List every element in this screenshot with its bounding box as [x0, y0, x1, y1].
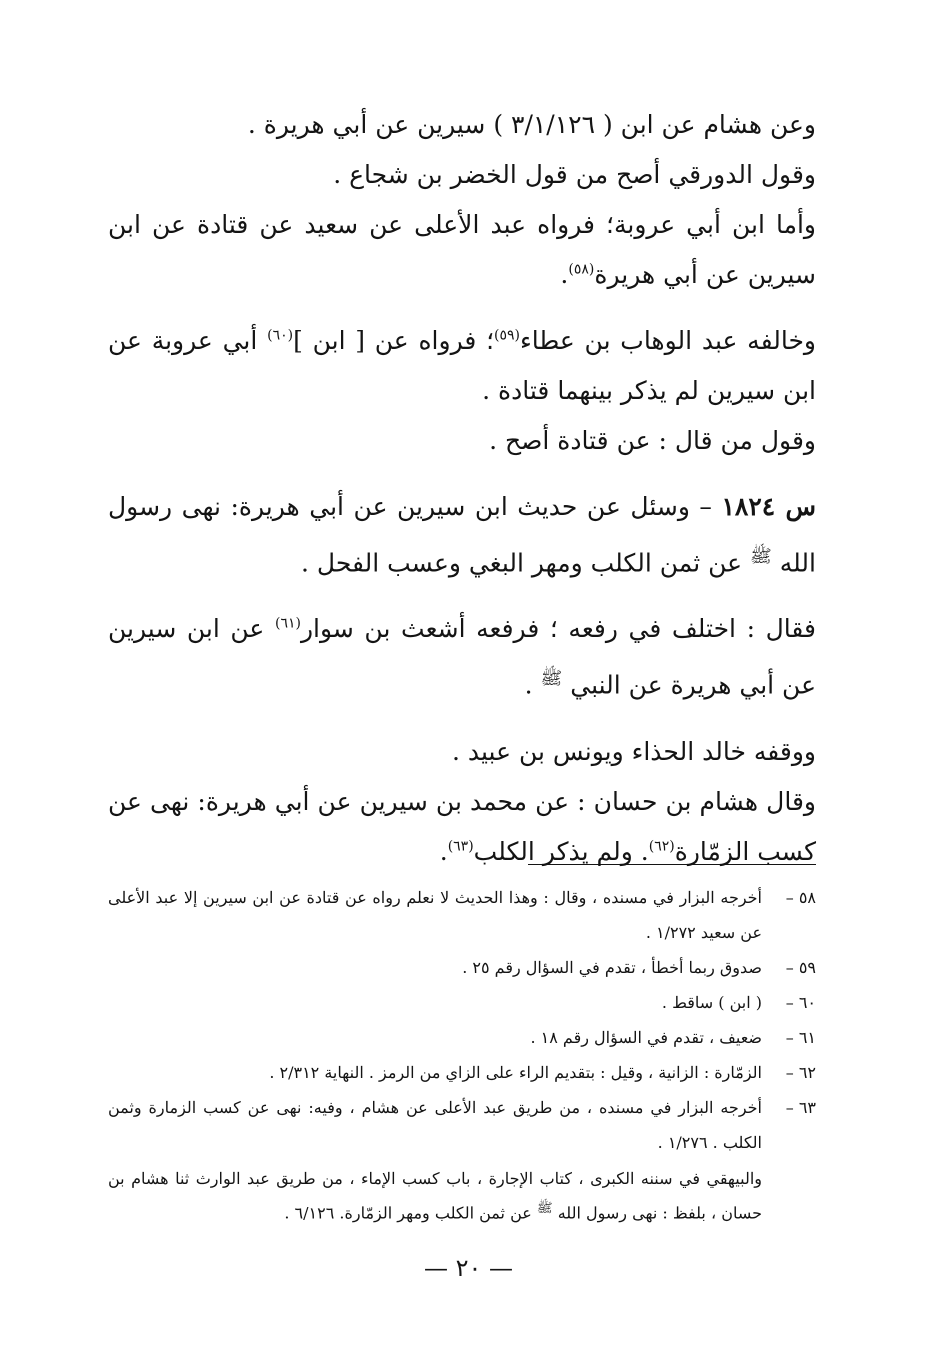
footnote-number: ٦٠ – [785, 993, 816, 1012]
footnote-text: أخرجه البزار في مسنده ، من طريق عبد الأعلى عن هشام ، وفيه: نهى عن كسب الزمارة وثمن الكلب . ١/٢٧٦ . [108, 1098, 762, 1152]
footnote-60 [108, 985, 816, 1020]
footnote-text: صدوق ربما أخطأ ، تقدم في السؤال رقم ٢٥ . [462, 958, 762, 977]
footnote-number: ٥٨ – [785, 888, 816, 907]
footnote-63 [108, 1090, 816, 1160]
footnotes [108, 880, 816, 1228]
answer-paragraph-2: ووقفه خالد الحذاء ويونس بن عبيد . [451, 736, 816, 766]
question-number: س ١٨٢٤ [721, 492, 816, 521]
salla-honorific-icon: ﷺ [540, 668, 563, 690]
footnote-text: ضعيف ، تقدم في السؤال رقم ١٨ . [530, 1028, 762, 1047]
footnote-ref-58[interactable]: (٥٨) [568, 261, 595, 278]
salla-honorific-icon: ﷺ [536, 1201, 553, 1216]
paragraph-4: وخالفه عبد الوهاب بن عطاء$^{(٥٩)}$؛ فرواه عن [ ابن ]$^{(٦٠)}$ أبي عروبة عن ابن سيرين لم يذكر بينهما قتادة . [108, 326, 816, 405]
footnote-ref-63[interactable]: (٦٣) [447, 838, 474, 855]
footnote-62 [108, 1055, 816, 1090]
footnote-ref-61[interactable]: (٦١) [274, 616, 301, 632]
salla-honorific-icon: ﷺ [750, 546, 772, 567]
footnote-ref-60[interactable]: (٦٠) [267, 327, 294, 344]
paragraph-3: وأما ابن أبي عروبة؛ فرواه عبد الأعلى عن سعيد عن قتادة عن ابن سيرين عن أبي هريرة$^{(٥٨)}$. [108, 210, 816, 289]
paragraph-5: وقول من قال : عن قتادة أصح . [489, 426, 816, 455]
footnote-number: ٦٣ – [785, 1098, 816, 1117]
footnote-59 [108, 950, 816, 985]
page-number: — ٢٠ — [423, 1254, 514, 1282]
answer-paragraph-1: فقال : اختلف في رفعه ؛ فرفعه أشعث بن سوار$^{(٦١)}$ عن ابن سيرين عن أبي هريرة عن النبي $^ﷺ$ . [108, 614, 816, 700]
paragraph-1: وعن هشام عن ابن ( ٣/١/١٢٦ ) سيرين عن أبي هريرة . [247, 110, 816, 139]
footnote-63-continuation: والبيهقي في سننه الكبرى ، كتاب الإجارة ، باب كسب الإماء ، من طريق عبد الوارث ثنا هشام بن حسان ، بلفظ : نهى رسول الله $^ﷺ$ عن ثمن الكلب ومهر الزمّارة. ٦/١٢٦ . [108, 1169, 762, 1223]
question-paragraph: س ١٨٢٤ – وسئل عن حديث ابن سيرين عن أبي هريرة: نهى رسول الله $^ﷺ$ عن ثمن الكلب ومهر البغي وعسب الفحل . [108, 492, 816, 578]
footnote-number: ٦١ – [785, 1028, 816, 1047]
footnote-text: الزمّارة : الزانية ، وقيل : بتقديم الراء على الزاي من الرمز . النهاية ٢/٣١٢ . [269, 1063, 762, 1082]
footnote-61 [108, 1020, 816, 1055]
footnote-separator [528, 864, 816, 865]
paragraph-2: وقول الدورقي أصح من قول الخضر بن شجاع . [333, 160, 816, 189]
footnote-58 [108, 880, 816, 950]
main-text [108, 100, 816, 877]
footnote-number: ٦٢ – [785, 1063, 816, 1082]
answer-paragraph-3: وقال هشام بن حسان : عن محمد بن سيرين عن أبي هريرة: نهى عن كسب الزمّارة$^{(٦٢)}$. ولم يذكر الكلب$^{(٦٣)}$. [108, 786, 816, 866]
footnote-ref-62[interactable]: (٦٢) [648, 838, 675, 855]
footnote-text: ( ابن ) ساقط . [661, 993, 762, 1012]
footnote-number: ٥٩ – [785, 958, 816, 977]
footnote-text: أخرجه البزار في مسنده ، وقال : وهذا الحديث لا نعلم رواه عن قتادة عن ابن سيرين إلا عبد الأعلى عن سعيد ١/٢٧٢ . [108, 888, 762, 942]
footnote-ref-59[interactable]: (٥٩) [494, 327, 520, 344]
